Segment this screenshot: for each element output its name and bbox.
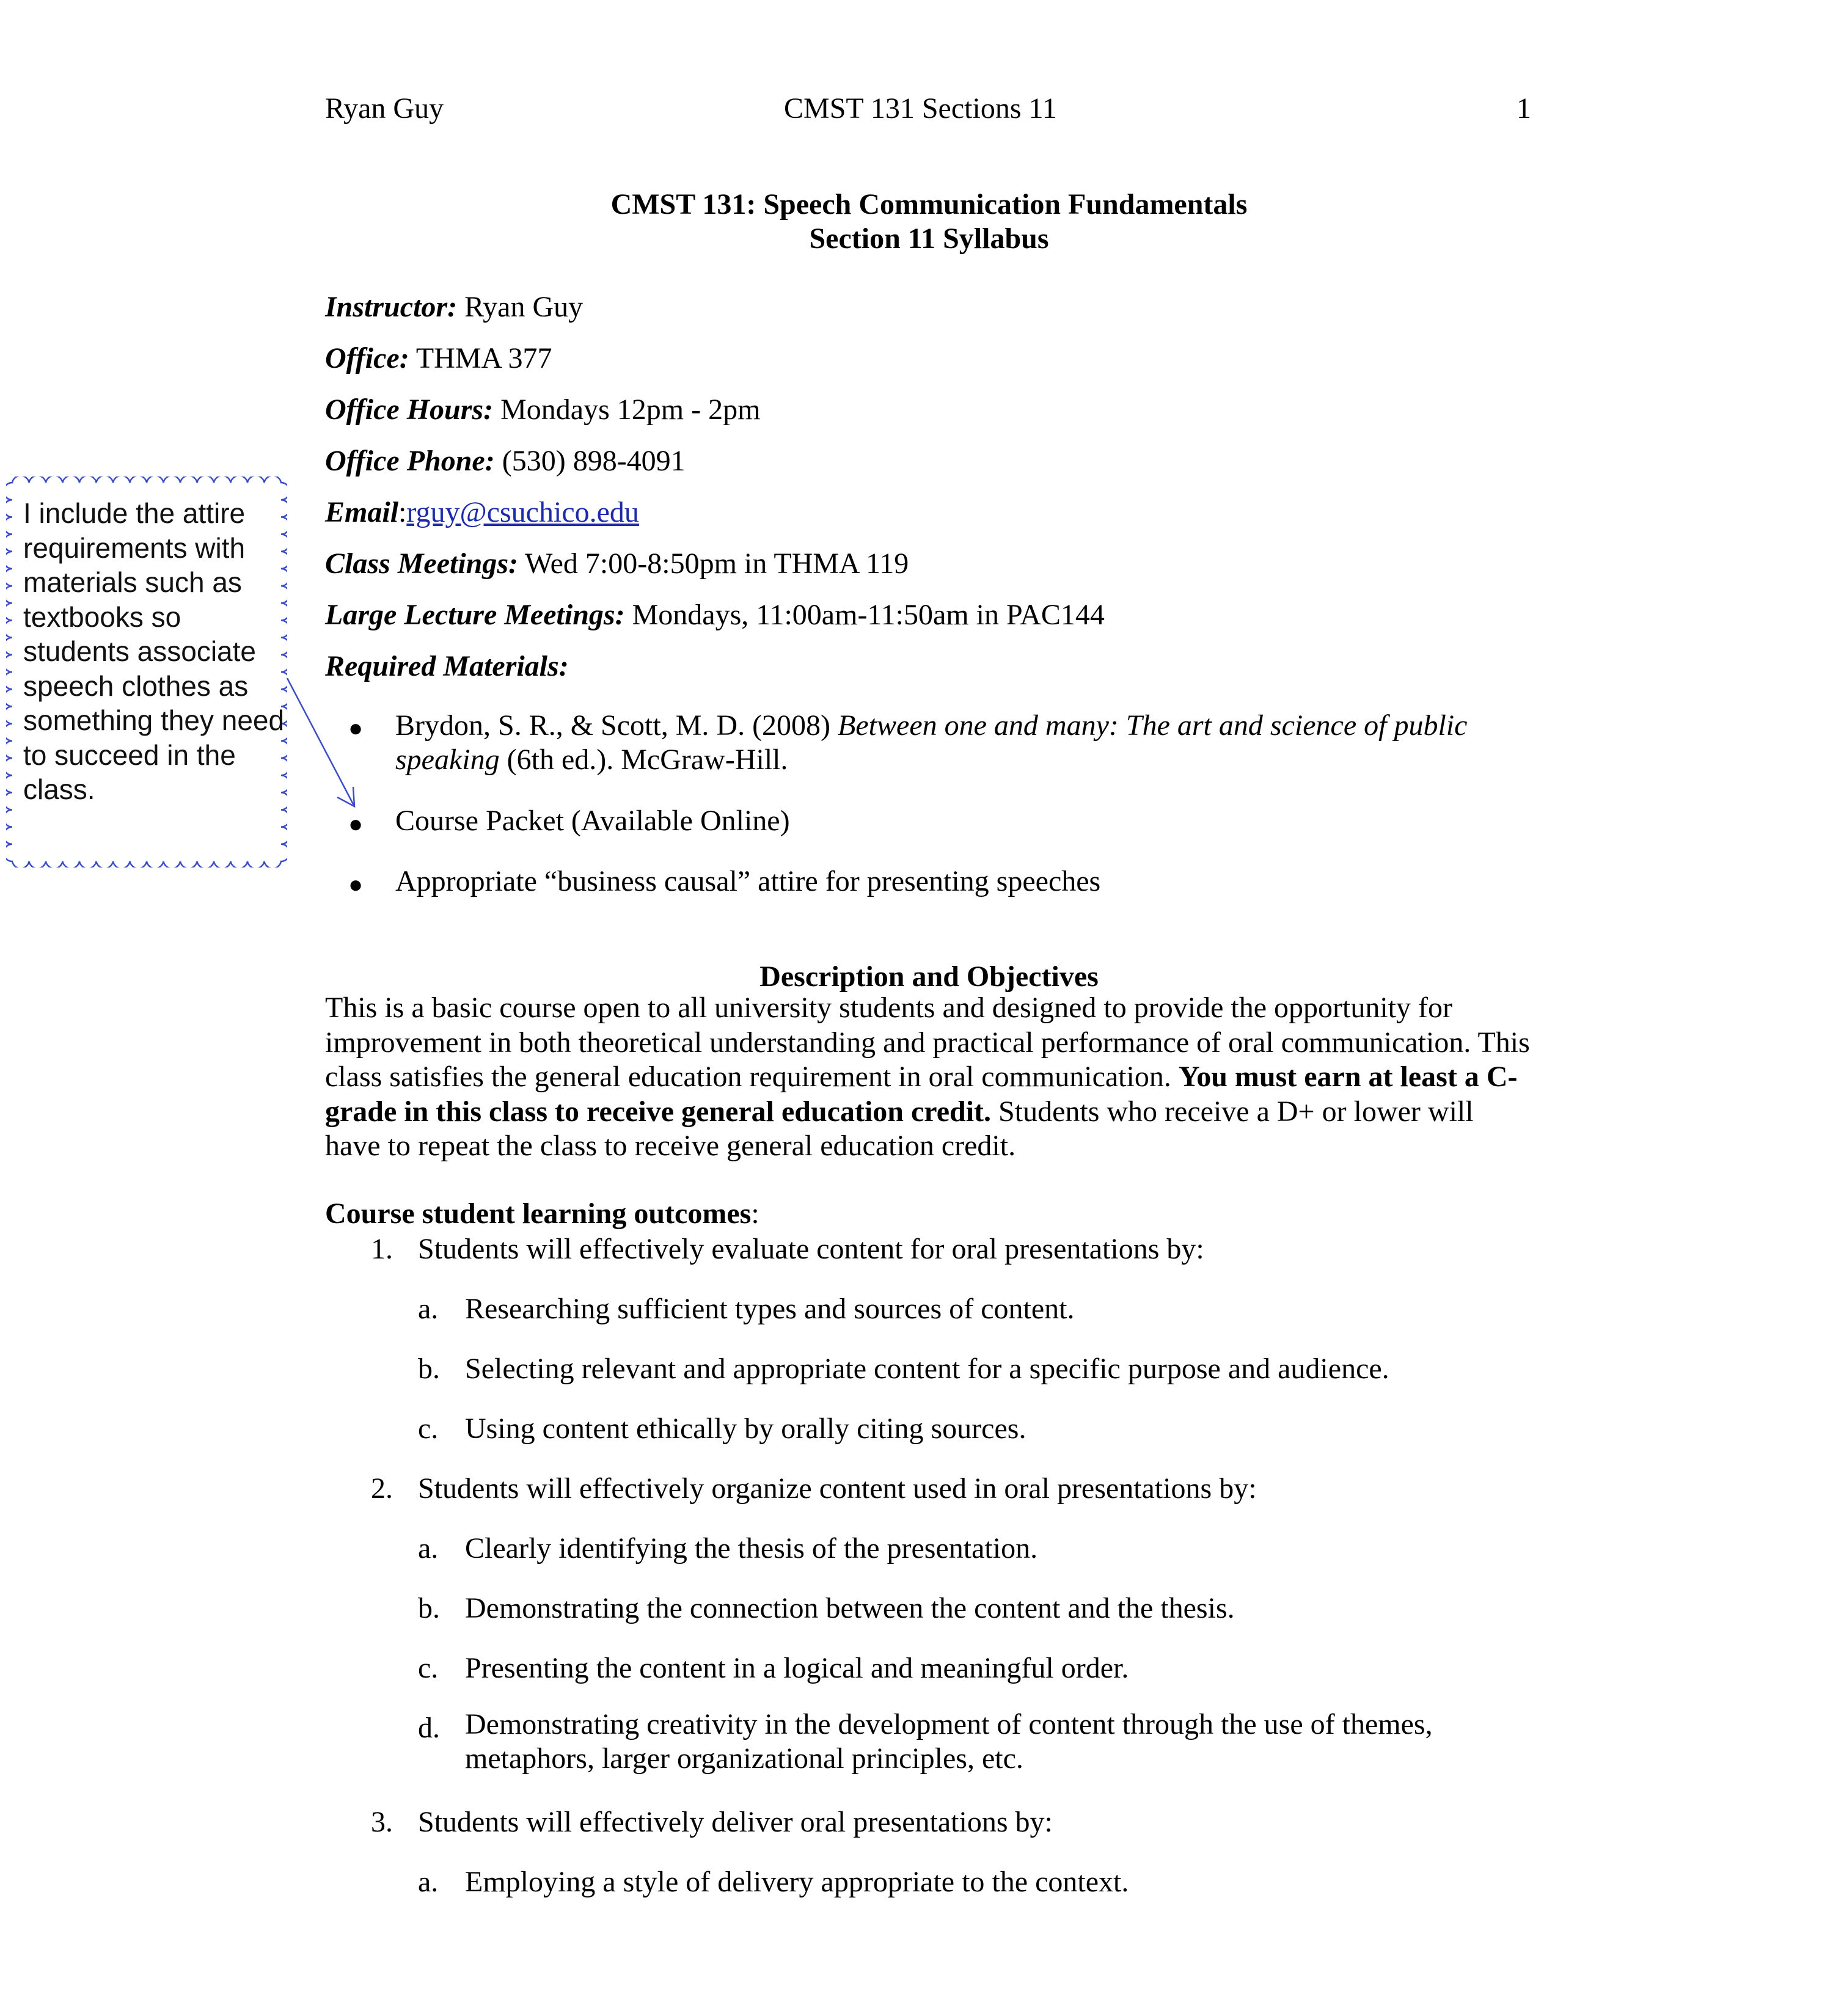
office-value: THMA 377: [409, 342, 552, 374]
outcome-text: Students will effectively organize content used in oral presentations by:: [418, 1472, 1257, 1505]
required-materials-label: Required Materials:: [325, 650, 569, 682]
sub-outcome-text: Demonstrating creativity in the development of content through the use of themes, metaphors, larger organizational principles, etc.: [465, 1708, 1433, 1775]
sub-outcome-text: Clearly identifying the thesis of the presentation.: [465, 1532, 1038, 1565]
description-heading: Description and Objectives: [759, 960, 1099, 993]
page-number: 1: [1517, 92, 1531, 125]
email-link[interactable]: rguy@csuchico.edu: [406, 496, 639, 528]
material-item-attire: Appropriate “business causal” attire for presenting speeches: [395, 865, 1101, 897]
description-paragraph: [325, 991, 1535, 1164]
email-label: Email: [325, 496, 399, 528]
running-header-course: CMST 131 Sections 11: [784, 92, 1057, 125]
office-label: Office:: [325, 342, 409, 374]
instructor-value: Ryan Guy: [457, 291, 584, 323]
material-item-course-packet: Course Packet (Available Online): [395, 805, 790, 837]
textbook-citation-post: (6th ed.). McGraw-Hill.: [499, 743, 788, 776]
sub-outcome-text: Selecting relevant and appropriate content for a specific purpose and audience.: [465, 1353, 1389, 1385]
sub-outcome-letter: a.: [418, 1293, 439, 1325]
lecture-meetings-row: [325, 601, 1105, 630]
class-meetings-label: Class Meetings:: [325, 547, 519, 580]
instructor-row: [325, 293, 583, 322]
outcome-text: Students will effectively deliver oral presentations by:: [418, 1806, 1053, 1838]
office-hours-label: Office Hours:: [325, 393, 494, 426]
bullet-marker: ●: [348, 871, 364, 898]
running-header-author: Ryan Guy: [325, 92, 444, 125]
lecture-meetings-value: Mondays, 11:00am-11:50am in PAC144: [624, 599, 1105, 631]
textbook-title: Between one and many: The art and science of public speaking: [395, 709, 1468, 776]
textbook-citation-pre: Brydon, S. R., & Scott, M. D. (2008): [395, 709, 838, 742]
sub-outcome-letter: b.: [418, 1592, 440, 1624]
office-row: [325, 344, 552, 373]
sub-outcome-letter: b.: [418, 1353, 440, 1385]
sub-outcome-letter: a.: [418, 1532, 439, 1565]
description-text: This is a basic course open to all university students and designed to provide the opportunity for improvement in both theoretical understanding and practical performance of oral communication. This class satisfies the general education requirement in oral communication.: [325, 992, 1530, 1093]
outcome-number: 1.: [371, 1233, 393, 1265]
office-hours-value: Mondays 12pm - 2pm: [493, 393, 761, 426]
sub-outcome-text: Employing a style of delivery appropriate to the context.: [465, 1866, 1129, 1898]
sub-outcome-text: Presenting the content in a logical and meaningful order.: [465, 1652, 1129, 1684]
syllabus-subtitle: Section 11 Syllabus: [809, 222, 1049, 255]
outcome-number: 3.: [371, 1806, 393, 1838]
description-grade-requirement: You must earn at least a C- grade in this class to receive general education credit.: [325, 1061, 1518, 1128]
sub-outcome-letter: c.: [418, 1652, 439, 1684]
description-text-continued: Students who receive a D+ or lower will have to repeat the class to receive general education credit.: [325, 1095, 1474, 1162]
office-phone-value: (530) 898-4091: [494, 445, 686, 477]
outcome-number: 2.: [371, 1472, 393, 1505]
sub-outcome-letter: a.: [418, 1866, 439, 1898]
email-row: [325, 498, 639, 527]
sub-outcome-text: Using content ethically by orally citing sources.: [465, 1412, 1026, 1445]
comment-text: I include the attire requirements with materials such as textbooks so students associate speech clothes as something they need to succeed in the class.: [23, 497, 285, 805]
sub-outcome-text: Researching sufficient types and sources of content.: [465, 1293, 1075, 1325]
syllabus-title: CMST 131: Speech Communication Fundamentals: [610, 188, 1248, 221]
sub-outcome-text: Demonstrating the connection between the content and the thesis.: [465, 1592, 1235, 1624]
office-phone-row: [325, 447, 686, 476]
class-meetings-value: Wed 7:00-8:50pm in THMA 119: [518, 547, 909, 580]
email-separator: :: [398, 496, 407, 528]
sub-outcome-letter: d.: [418, 1712, 440, 1744]
outcome-text: Students will effectively evaluate content for oral presentations by:: [418, 1233, 1204, 1265]
office-phone-label: Office Phone:: [325, 445, 495, 477]
material-item-textbook: [395, 709, 1544, 777]
class-meetings-row: [325, 549, 909, 579]
outcomes-heading-colon: :: [751, 1197, 759, 1230]
sub-outcome-letter: c.: [418, 1412, 439, 1445]
bullet-marker: ●: [348, 714, 364, 742]
bullet-marker: ●: [348, 810, 364, 838]
comment-arrow-icon: [281, 672, 373, 819]
office-hours-row: [325, 395, 760, 425]
lecture-meetings-label: Large Lecture Meetings:: [325, 599, 625, 631]
instructor-label: Instructor:: [325, 291, 458, 323]
outcomes-heading: Course student learning outcomes: [325, 1197, 752, 1230]
outcomes-heading-row: [325, 1199, 759, 1229]
